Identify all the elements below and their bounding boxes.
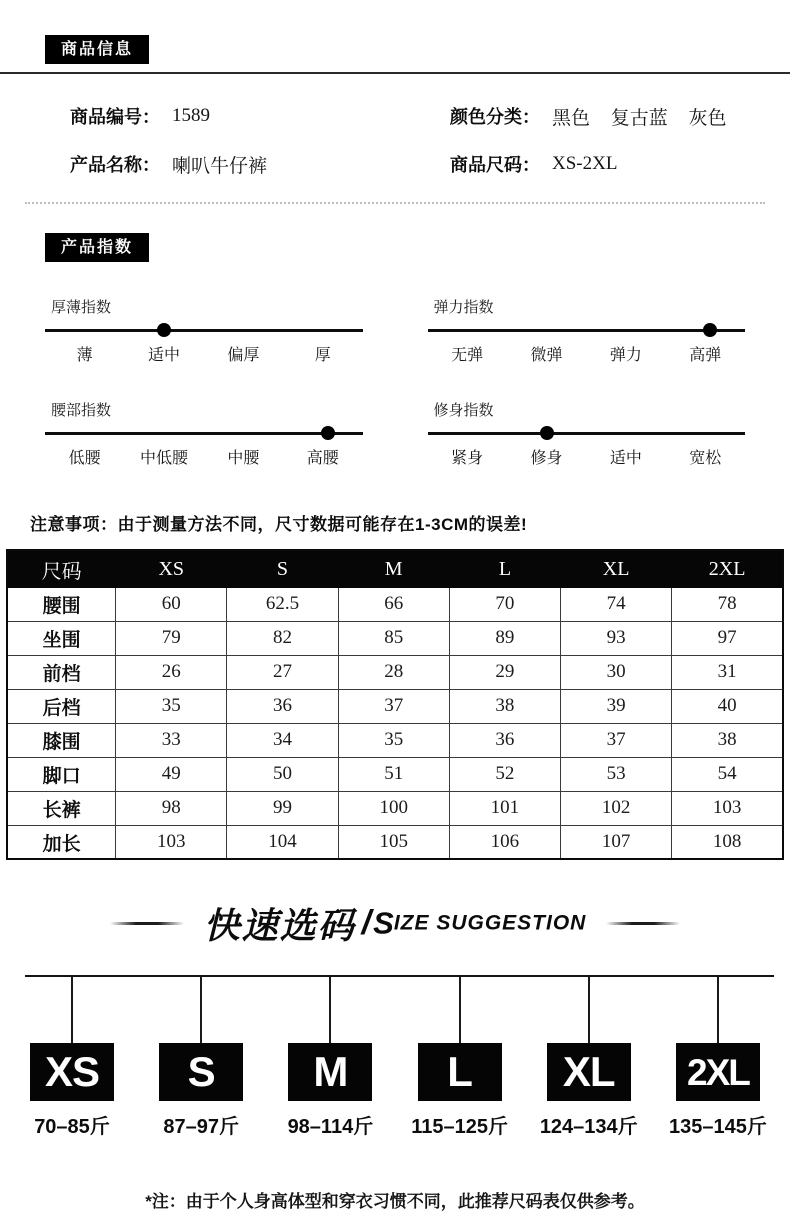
index-sliders — [0, 262, 790, 468]
table-cell: 51 — [338, 757, 449, 791]
item-number-label: 商品编号： — [70, 107, 160, 128]
product-name-row — [70, 140, 450, 188]
table-cell: 104 — [227, 825, 338, 859]
size-column-xs — [30, 977, 114, 1139]
table-cell: 35 — [116, 689, 227, 723]
slider-label: 高腰 — [306, 450, 339, 468]
slider-label: 中低腰 — [140, 450, 189, 468]
table-header-cell: S — [227, 550, 338, 587]
table-cell: 105 — [338, 825, 449, 859]
heading-cn-text: 快速选码 — [203, 905, 356, 947]
footer-disclaimer: *注：由于个人身高体型和穿衣习惯不同，此推荐尺码表仅供参考。 — [145, 1192, 645, 1212]
fit-slider-labels — [428, 445, 746, 468]
table-cell: 101 — [449, 791, 560, 825]
table-cell: 103 — [672, 791, 783, 825]
table-row — [7, 825, 783, 859]
table-cell: 70 — [449, 587, 560, 621]
slider-label: 薄 — [76, 347, 93, 365]
table-cell: 78 — [672, 587, 783, 621]
item-number-row — [70, 92, 450, 140]
diagram-tick — [459, 977, 461, 1043]
dotted-divider — [25, 202, 765, 204]
table-cell: 40 — [672, 689, 783, 723]
slider-label: 适中 — [148, 347, 181, 365]
table-cell: 39 — [561, 689, 672, 723]
product-info-badge: 商品信息 — [45, 35, 149, 64]
table-header-cell: 2XL — [672, 550, 783, 587]
size-column-s — [159, 977, 243, 1139]
diagram-tick — [588, 977, 590, 1043]
table-cell: 85 — [338, 621, 449, 655]
diagram-horizontal-line — [25, 975, 774, 977]
size-range-value: XS-2XL — [552, 153, 618, 175]
table-row — [7, 791, 783, 825]
fit-slider-dot — [540, 426, 554, 440]
elasticity-slider-labels — [428, 342, 746, 365]
fit-slider-title: 修身指数 — [433, 402, 494, 420]
size-range-row — [450, 140, 790, 188]
table-cell: 31 — [672, 655, 783, 689]
table-cell: 36 — [449, 723, 560, 757]
table-cell: 89 — [449, 621, 560, 655]
thickness-slider-dot — [157, 323, 171, 337]
table-cell: 60 — [116, 587, 227, 621]
weight-range-2xl: 135–145斤 — [669, 1116, 767, 1139]
table-header-cell: XL — [561, 550, 672, 587]
diagram-tick — [717, 977, 719, 1043]
table-row — [7, 655, 783, 689]
table-cell: 50 — [227, 757, 338, 791]
slider-label: 紧身 — [451, 450, 484, 468]
color-row — [450, 92, 790, 140]
size-column-2xl — [669, 977, 767, 1139]
diagram-tick — [329, 977, 331, 1043]
table-cell: 99 — [227, 791, 338, 825]
slider-label: 偏厚 — [227, 347, 260, 365]
diagram-tick — [71, 977, 73, 1043]
product-name-value: 喇叭牛仔裤 — [172, 155, 268, 177]
thickness-slider — [45, 296, 363, 365]
size-block-l: L — [418, 1043, 502, 1101]
table-cell: 49 — [116, 757, 227, 791]
table-cell: 74 — [561, 587, 672, 621]
thickness-slider-title: 厚薄指数 — [51, 299, 112, 317]
thickness-slider-track — [45, 329, 363, 332]
size-range-label: 商品尺码： — [450, 155, 540, 176]
table-cell: 98 — [116, 791, 227, 825]
measurement-note: 注意事项：由于测量方法不同，尺寸数据可能存在1-3CM的误差! — [30, 515, 528, 535]
size-block-s: S — [159, 1043, 243, 1101]
slider-label: 厚 — [314, 347, 331, 365]
table-cell: 37 — [561, 723, 672, 757]
table-row — [7, 587, 783, 621]
table-header-cell: M — [338, 550, 449, 587]
table-row — [7, 757, 783, 791]
waist-slider — [45, 399, 363, 468]
slider-label: 修身 — [530, 450, 563, 468]
size-chart-table — [6, 549, 784, 860]
table-cell: 53 — [561, 757, 672, 791]
table-cell: 100 — [338, 791, 449, 825]
weight-range-l: 115–125斤 — [411, 1116, 508, 1139]
heading-en-initial: S — [373, 905, 394, 941]
table-cell: 97 — [672, 621, 783, 655]
table-cell: 27 — [227, 655, 338, 689]
slider-label: 适中 — [609, 450, 642, 468]
heading-en-rest: IZE SUGGESTION — [393, 911, 587, 935]
table-cell: 30 — [561, 655, 672, 689]
table-row — [7, 689, 783, 723]
weight-range-xl: 124–134斤 — [539, 1116, 638, 1139]
slider-label: 高弹 — [689, 347, 722, 365]
size-columns — [30, 975, 767, 1139]
color-label: 颜色分类： — [450, 107, 540, 128]
table-cell: 37 — [338, 689, 449, 723]
size-column-xl — [539, 977, 638, 1139]
table-row — [7, 621, 783, 655]
table-cell: 38 — [449, 689, 560, 723]
table-cell: 36 — [227, 689, 338, 723]
table-cell: 102 — [561, 791, 672, 825]
table-header-row — [7, 550, 783, 587]
slider-label: 低腰 — [68, 450, 101, 468]
weight-range-xs: 70–85斤 — [34, 1116, 110, 1139]
waist-slider-track — [45, 432, 363, 435]
table-cell: 106 — [449, 825, 560, 859]
size-block-xs: XS — [30, 1043, 114, 1101]
row-header-cell: 前档 — [7, 655, 116, 689]
product-index-badge: 产品指数 — [45, 233, 149, 262]
table-cell: 107 — [561, 825, 672, 859]
table-cell: 79 — [116, 621, 227, 655]
size-block-xl: XL — [547, 1043, 631, 1101]
heading-right-dash — [606, 922, 680, 925]
heading-slash: / — [361, 904, 372, 943]
weight-range-m: 98–114斤 — [287, 1116, 374, 1139]
elasticity-slider — [428, 296, 746, 365]
table-cell: 33 — [116, 723, 227, 757]
slider-label: 无弹 — [451, 347, 484, 365]
table-cell: 38 — [672, 723, 783, 757]
table-cell: 35 — [338, 723, 449, 757]
waist-slider-title: 腰部指数 — [51, 402, 112, 420]
table-cell: 103 — [116, 825, 227, 859]
slider-label: 弹力 — [609, 347, 642, 365]
fit-slider-track — [428, 432, 746, 435]
size-suggestion-diagram — [30, 975, 767, 1139]
table-cell: 82 — [227, 621, 338, 655]
table-cell: 28 — [338, 655, 449, 689]
weight-range-s: 87–97斤 — [163, 1116, 239, 1139]
color-value: 黑色 复古蓝 灰色 — [552, 107, 727, 129]
table-cell: 52 — [449, 757, 560, 791]
table-cell: 108 — [672, 825, 783, 859]
size-block-m: M — [288, 1043, 372, 1101]
size-suggestion-heading — [0, 898, 790, 949]
table-header-cell: XS — [116, 550, 227, 587]
row-header-cell: 脚口 — [7, 757, 116, 791]
size-column-m — [288, 977, 372, 1139]
size-column-l — [411, 977, 508, 1139]
table-cell: 29 — [449, 655, 560, 689]
table-cell: 26 — [116, 655, 227, 689]
slider-label: 宽松 — [689, 450, 722, 468]
elasticity-slider-title: 弹力指数 — [433, 299, 494, 317]
row-header-cell: 加长 — [7, 825, 116, 859]
table-header-cell: L — [449, 550, 560, 587]
table-cell: 62.5 — [227, 587, 338, 621]
fit-slider — [428, 399, 746, 468]
elasticity-slider-dot — [703, 323, 717, 337]
table-cell: 54 — [672, 757, 783, 791]
row-header-cell: 长裤 — [7, 791, 116, 825]
table-cell: 66 — [338, 587, 449, 621]
item-number-value: 1589 — [172, 105, 210, 127]
row-header-cell: 后档 — [7, 689, 116, 723]
thickness-slider-labels — [45, 342, 363, 365]
heading-left-dash — [110, 922, 184, 925]
waist-slider-dot — [321, 426, 335, 440]
table-header-cell: 尺码 — [7, 550, 116, 587]
table-cell: 34 — [227, 723, 338, 757]
waist-slider-labels — [45, 445, 363, 468]
row-header-cell: 膝围 — [7, 723, 116, 757]
row-header-cell: 腰围 — [7, 587, 116, 621]
product-name-label: 产品名称： — [70, 155, 160, 176]
product-info-grid — [0, 74, 790, 188]
slider-label: 微弹 — [530, 347, 563, 365]
diagram-tick — [200, 977, 202, 1043]
table-cell: 93 — [561, 621, 672, 655]
size-block-2xl: 2XL — [676, 1043, 760, 1101]
row-header-cell: 坐围 — [7, 621, 116, 655]
elasticity-slider-track — [428, 329, 746, 332]
table-row — [7, 723, 783, 757]
slider-label: 中腰 — [227, 450, 260, 468]
